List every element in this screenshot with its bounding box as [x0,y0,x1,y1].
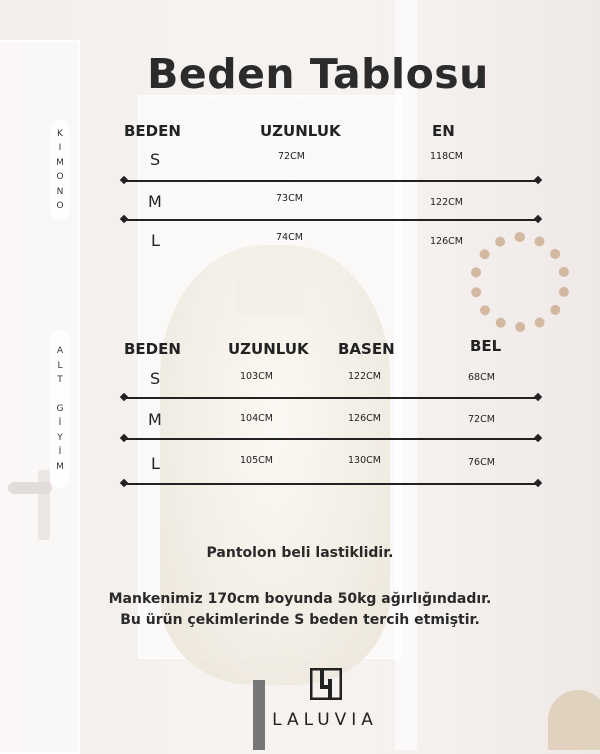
side-letter: O [56,172,64,182]
side-letter: K [57,128,63,139]
alt-header-basen: BASEN [338,340,395,358]
alt-waist-l: 76CM [468,457,495,468]
alt-basen-l: 130CM [348,455,381,466]
brand-name: LALUVIA [272,710,378,730]
side-label-kimono [50,120,70,220]
kimono-width-l: 126CM [430,236,463,247]
laluvia-logo-icon [310,668,342,700]
alt-header-length: UZUNLUK [228,340,309,358]
side-letter: M [56,157,64,168]
background-door-frame [395,0,417,750]
alt-basen-s: 122CM [348,371,381,382]
kimono-header-length: UZUNLUK [260,122,341,140]
kimono-width-m: 122CM [430,197,463,208]
side-letter: G [56,403,64,414]
kimono-width-s: 118CM [430,151,463,162]
side-letter: N [56,186,64,197]
door-handle [8,482,52,494]
note-model-line1: Mankenimiz 170cm boyunda 50kg ağırlığındadır. [108,591,492,607]
side-label-alt-giyim [50,330,70,488]
alt-size-l: L [151,454,160,473]
side-letter: İ [58,418,62,428]
side-letter: I [58,143,62,153]
table-row-divider [124,219,538,221]
page-title: Beden Tablosu [147,50,489,98]
kimono-header-width: EN [432,122,455,140]
kimono-header-size: BEDEN [124,122,181,140]
alt-waist-s: 68CM [468,372,495,383]
alt-length-l: 105CM [240,455,273,466]
door-plate [38,470,50,540]
kimono-length-m: 73CM [276,193,303,204]
kimono-size-l: L [151,231,160,250]
alt-length-s: 103CM [240,371,273,382]
table-row-divider [124,397,538,399]
kimono-size-m: M [148,192,162,211]
alt-waist-m: 72CM [468,414,495,425]
alt-header-waist: BEL [470,337,502,355]
side-letter: L [57,360,63,371]
alt-header-size: BEDEN [124,340,181,358]
alt-basen-m: 126CM [348,413,381,424]
kimono-size-s: S [150,150,161,169]
side-letter: T [57,375,63,385]
side-letter: Y [57,432,63,443]
side-letter: O [56,201,64,211]
alt-size-m: M [148,410,162,429]
side-letter: İ [58,447,62,457]
side-letter: M [56,461,64,472]
note-elastic: Pantolon beli lastiklidir. [206,545,394,561]
kimono-length-s: 72CM [278,151,305,162]
alt-size-s: S [150,369,161,388]
note-model-line2: Bu ürün çekimlerinde S beden tercih etmiştir. [120,612,480,628]
side-letter: A [56,346,64,356]
mannequin-neck [235,245,305,315]
table-row-divider [124,438,538,440]
kimono-length-l: 74CM [276,232,303,243]
dried-flower-wreath [470,232,570,332]
table-row-divider [124,483,538,485]
alt-length-m: 104CM [240,413,273,424]
table-row-divider [124,180,538,182]
